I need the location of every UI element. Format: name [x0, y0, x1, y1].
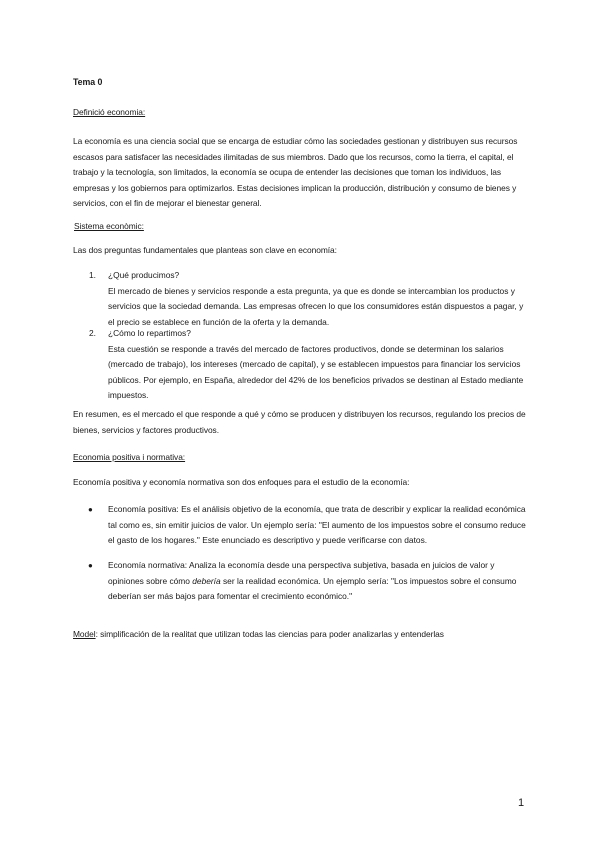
list-item-content	[108, 268, 528, 330]
sistema-intro: Las dos preguntas fundamentales que planteas son clave en economía:	[73, 245, 337, 255]
model-paragraph	[73, 627, 528, 643]
bullet-text-part: ser la realidad económica. Un ejemplo sería: "Los impuestos sobre el consumo deberían ser más bajos para fomentar el crecimiento económico."	[108, 575, 517, 602]
page-number: 1	[518, 797, 525, 809]
list-number: 2.	[89, 328, 96, 338]
bullet-text: Economía positiva: Es el análisis objetivo de la economía, que trata de describir y explicar la realidad económica tal como es, sin emitir juicios de valor. Un ejemplo sería: "El aumento de los impuestos sobre el consumo reduce el gasto de los hogares." Este enunciado es descriptivo y puede verificarse con datos.	[108, 504, 526, 546]
model-label: Model	[73, 629, 96, 639]
document-title: Tema 0	[73, 77, 103, 87]
section-heading-definicio: Definició economia:	[73, 107, 146, 117]
section-heading-positiva-normativa: Economia positiva i normativa:	[73, 452, 186, 462]
list-item-content	[108, 326, 528, 404]
bullet-text	[108, 558, 528, 605]
model-text: : simplificación de la realitat que utilizan todas las ciencias para poder analizarlas y entenderlas	[95, 629, 444, 639]
positiva-intro: Economía positiva y economía normativa son dos enfoques para el estudio de la economía:	[73, 477, 410, 487]
list-question: ¿Cómo lo repartimos?	[108, 328, 191, 338]
list-answer: El mercado de bienes y servicios responde a esta pregunta, ya que es donde se intercambian los productos y servicios que la sociedad demanda. Las empresas ofrecen lo que los consumidores están dispuestos a pagar, y el precio se establece en función de la oferta y la demanda.	[108, 285, 524, 327]
bullet-icon: ●	[88, 561, 93, 570]
definition-paragraph: La economía es una ciencia social que se encarga de estudiar cómo las sociedades gestionan y distribuyen sus recursos escasos para satisfacer las necesidades ilimitadas de sus miembros. Dado que los recursos, como la tierra, el capital, el trabajo y la tecnología, son limitados, la economía se ocupa de entender las decisiones que toman los individuos, las empresas y los gobiernos para optimizarlos. Estas decisiones implican la producción, distribución y consumo de bienes y servicios, con el fin de mejorar el bienestar general.	[73, 136, 518, 209]
list-answer: Esta cuestión se responde a través del mercado de factores productivos, donde se determinan los salarios (mercado de trabajo), los intereses (mercado de capital), y se establecen impuestos para financiar los servicios públicos. Por ejemplo, en España, alrededor del 42% de los beneficios privados se destinan al Estado mediante impuestos.	[108, 343, 524, 401]
list-number: 1.	[89, 270, 96, 280]
section-heading-sistema: Sistema econòmic:	[74, 221, 144, 231]
list-question: ¿Qué producimos?	[108, 270, 180, 280]
bullet-text-italic: debería	[192, 575, 221, 586]
bullet-text-part: Economía normativa: Analiza la economía desde una perspectiva subjetiva, basada en juicios de valor y opiniones sobre cómo	[108, 560, 495, 586]
bullet-icon: ●	[88, 505, 93, 514]
summary-paragraph: En resumen, es el mercado el que responde a qué y cómo se producen y distribuyen los recursos, regulando los precios de bienes, servicios y factores productivos.	[73, 409, 526, 435]
